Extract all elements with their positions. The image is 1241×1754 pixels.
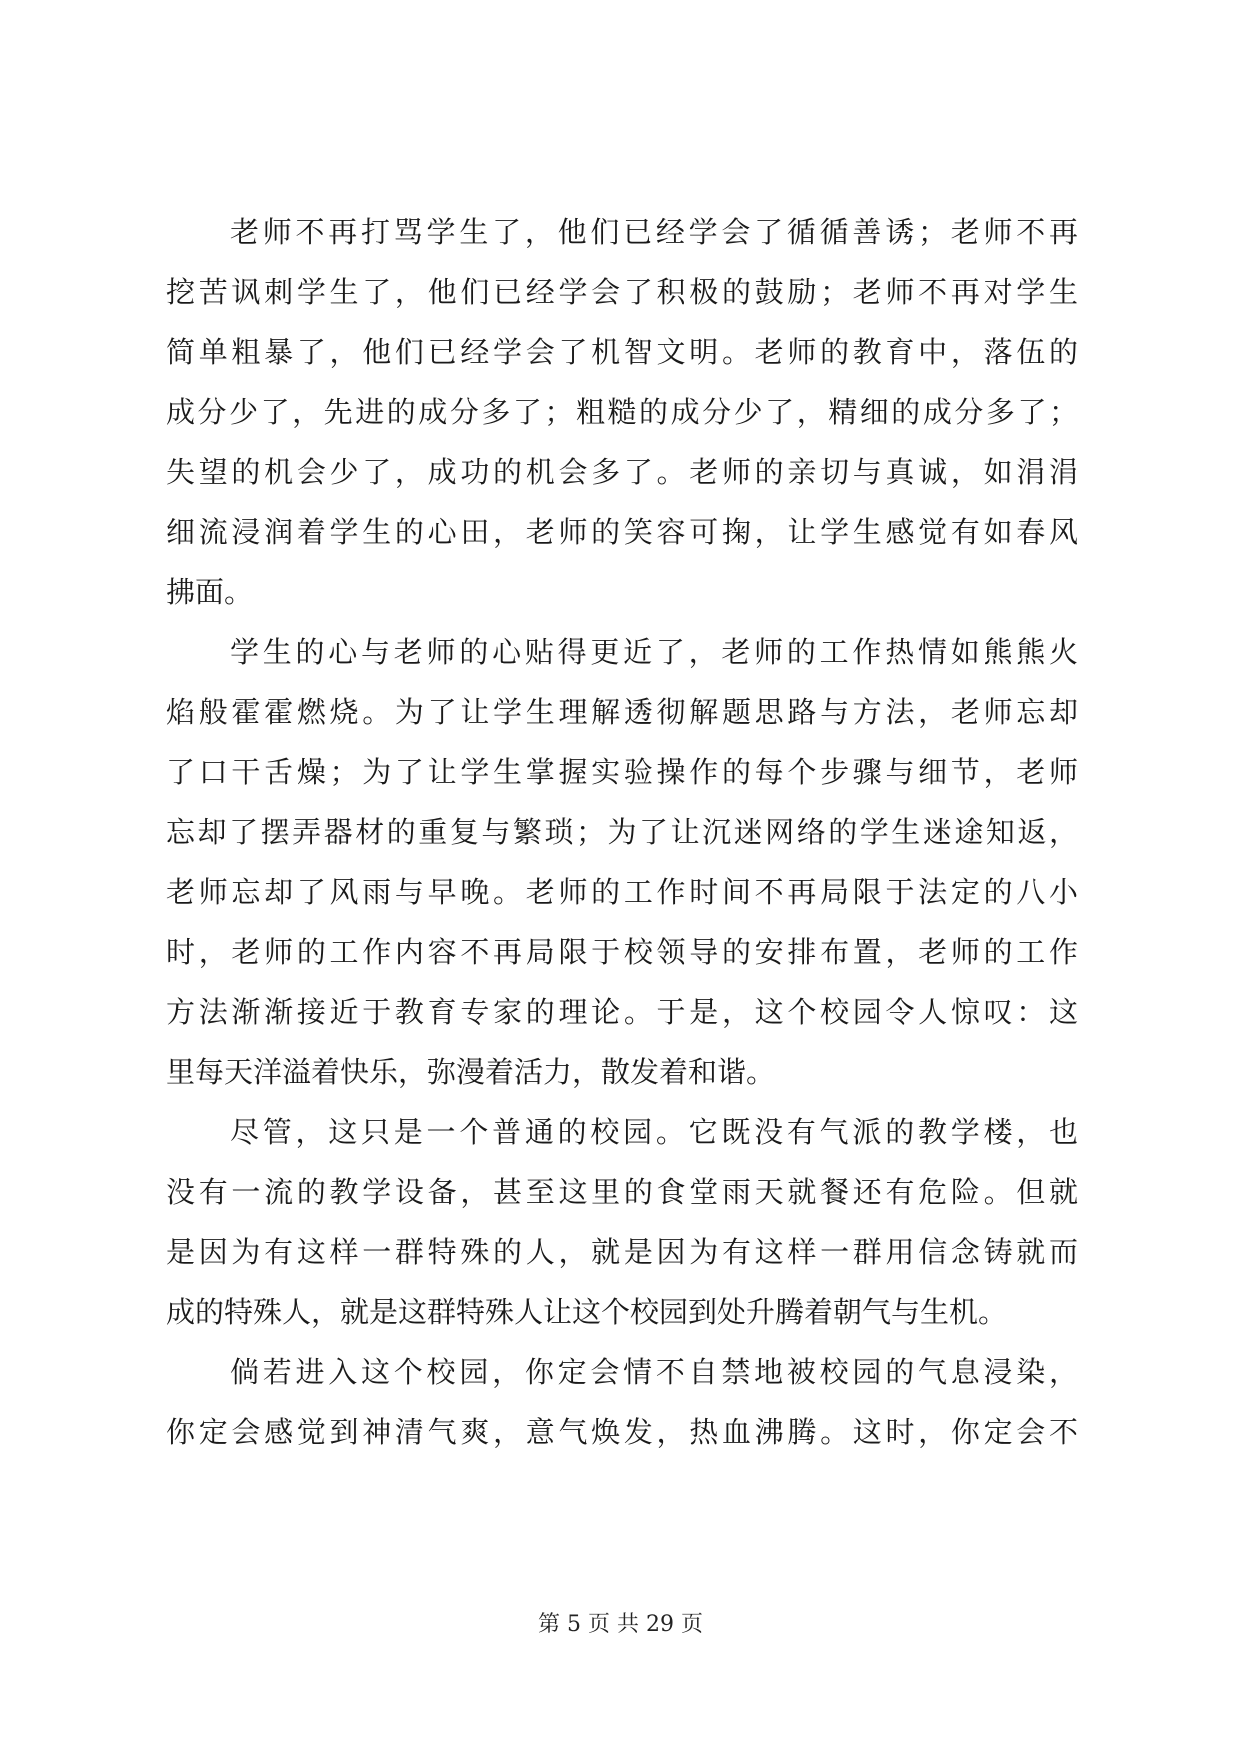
paragraph-2-line-1: 学生的心与老师的心贴得更近了，老师的工作热情如熊熊火 xyxy=(230,635,1078,669)
paragraph-2-line-7: 方法渐渐接近于教育专家的理论。于是，这个校园令人惊叹：这 xyxy=(166,995,1078,1029)
paragraph-3-line-1: 尽管，这只是一个普通的校园。它既没有气派的教学楼，也 xyxy=(230,1115,1078,1149)
paragraph-2-line-4: 忘却了摆弄器材的重复与繁琐；为了让沉迷网络的学生迷途知返， xyxy=(166,815,1078,849)
paragraph-2-line-6: 时，老师的工作内容不再局限于校领导的安排布置，老师的工作 xyxy=(166,935,1078,969)
paragraph-2-line-3: 了口干舌燥；为了让学生掌握实验操作的每个步骤与细节，老师 xyxy=(166,755,1078,789)
paragraph-3-line-4: 成的特殊人，就是这群特殊人让这个校园到处升腾着朝气与生机。 xyxy=(166,1295,1008,1329)
paragraph-3-line-3: 是因为有这样一群特殊的人，就是因为有这样一群用信念铸就而 xyxy=(166,1235,1078,1269)
paragraph-1-line-7: 拂面。 xyxy=(166,575,254,609)
paragraph-2-line-8: 里每天洋溢着快乐，弥漫着活力，散发着和谐。 xyxy=(166,1055,776,1089)
paragraph-2-line-5: 老师忘却了风雨与早晚。老师的工作时间不再局限于法定的八小 xyxy=(166,875,1078,909)
paragraph-4-line-1: 倘若进入这个校园，你定会情不自禁地被校园的气息浸染， xyxy=(230,1355,1078,1389)
page-number-footer: 第 5 页 共 29 页 xyxy=(538,1612,703,1637)
paragraph-1-line-5: 失望的机会少了，成功的机会多了。老师的亲切与真诚，如涓涓 xyxy=(166,455,1078,489)
paragraph-1-line-4: 成分少了，先进的成分多了；粗糙的成分少了，精细的成分多了； xyxy=(166,395,1078,429)
paragraph-4-line-2: 你定会感觉到神清气爽，意气焕发，热血沸腾。这时，你定会不 xyxy=(166,1415,1078,1449)
paragraph-1-line-6: 细流浸润着学生的心田，老师的笑容可掬，让学生感觉有如春风 xyxy=(166,515,1078,549)
paragraph-1-line-2: 挖苦讽刺学生了，他们已经学会了积极的鼓励；老师不再对学生 xyxy=(166,275,1078,309)
paragraph-1-line-3: 简单粗暴了，他们已经学会了机智文明。老师的教育中，落伍的 xyxy=(166,335,1078,369)
paragraph-3-line-2: 没有一流的教学设备，甚至这里的食堂雨天就餐还有危险。但就 xyxy=(166,1175,1078,1209)
paragraph-1-line-1: 老师不再打骂学生了，他们已经学会了循循善诱；老师不再 xyxy=(230,215,1078,249)
paragraph-2-line-2: 焰般霍霍燃烧。为了让学生理解透彻解题思路与方法，老师忘却 xyxy=(166,695,1078,729)
